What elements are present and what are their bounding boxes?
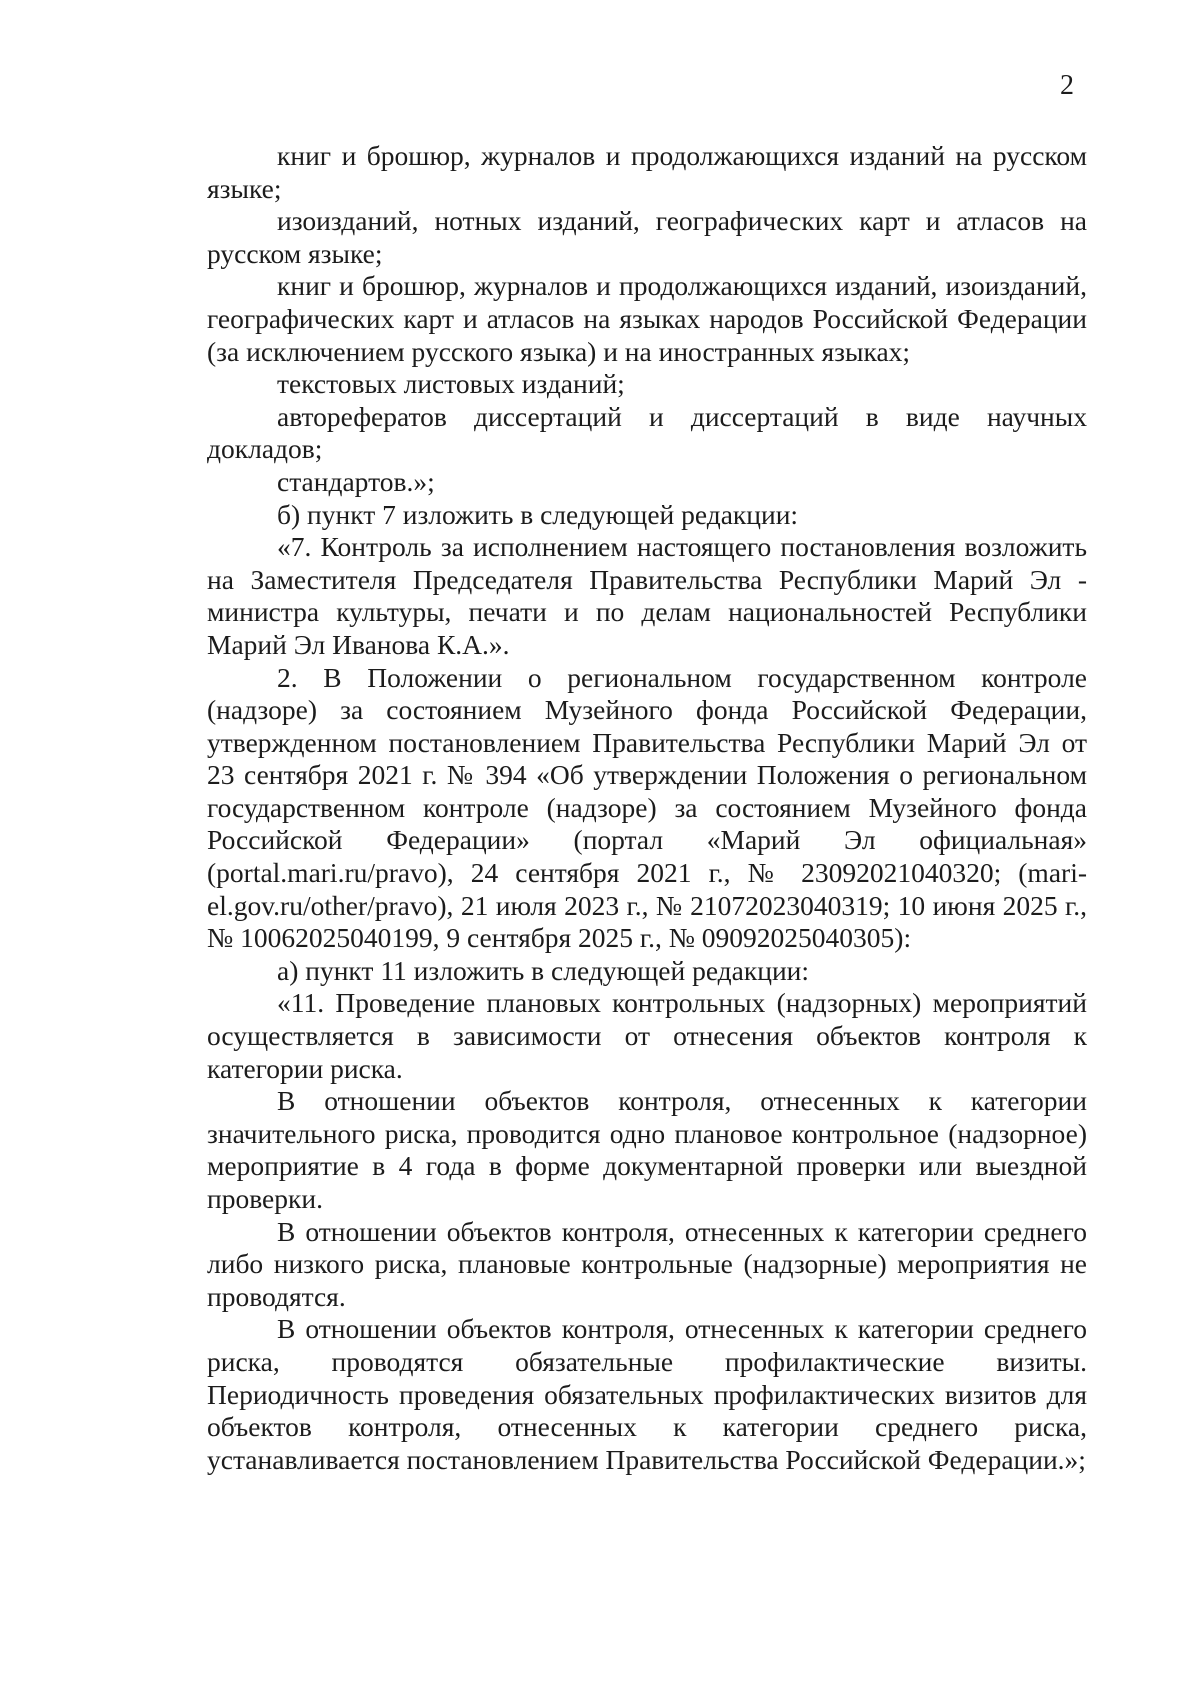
page-number: 2: [1060, 70, 1074, 101]
paragraph: «7. Контроль за исполнением настоящего постановления возложить на Заместителя Председателя Правительства Республики Марий Эл - министра культуры, печати и по делам национальностей Республики Марий Эл Иванова К.А.».: [207, 531, 1087, 660]
paragraph: стандартов.»;: [277, 465, 435, 497]
paragraph: В отношении объектов контроля, отнесенных к категории среднего либо низкого риска, плановые контрольные (надзорные) мероприятия не проводятся.: [207, 1215, 1087, 1312]
paragraph: текстовых листовых изданий;: [277, 368, 625, 400]
paragraph: «11. Проведение плановых контрольных (надзорных) мероприятий осуществляется в зависимости от отнесения объектов контроля к категории риска.: [207, 987, 1087, 1084]
paragraph: книг и брошюр, журналов и продолжающихся изданий, изоизданий, географических карт и атласов на языках народов Российской Федерации (за исключением русского языка) и на иностранных языках;: [207, 270, 1087, 367]
paragraph: книг и брошюр, журналов и продолжающихся изданий на русском языке;: [207, 140, 1087, 204]
paragraph: а) пункт 11 изложить в следующей редакции:: [277, 954, 810, 986]
paragraph: В отношении объектов контроля, отнесенных к категории среднего риска, проводятся обязательные профилактические визиты. Периодичность проведения обязательных профилактических визитов для объектов контроля, отнесенных к категории среднего риска, устанавливается постановлением Правительства Российской Федерации.»;: [207, 1313, 1087, 1475]
paragraph: изоизданий, нотных изданий, географических карт и атласов на русском языке;: [207, 205, 1087, 269]
paragraph: 2. В Положении о региональном государственном контроле (надзоре) за состоянием Музейного фонда Российской Федерации, утвержденном постановлением Правительства Республики Марий Эл от 23 сентября 2021 г. № 394 «Об утверждении Положения о региональном государственном контроле (надзоре) за состоянием Музейного фонда Российской Федерации» (портал «Марий Эл официальная» (portal.mari.ru/pravo), 24 сентября 2021 г., № 23092021040320; (mari-el.gov.ru/other/pravo), 21 июля 2023 г., № 21072023040319; 10 июня 2025 г., № 10062025040199, 9 сентября 2025 г., № 09092025040305):: [207, 661, 1087, 954]
paragraph: В отношении объектов контроля, отнесенных к категории значительного риска, проводится одно плановое контрольное (надзорное) мероприятие в 4 года в форме документарной проверки или выездной проверки.: [207, 1085, 1087, 1214]
document-body: [207, 140, 1087, 1476]
paragraph: авторефератов диссертаций и диссертаций в виде научных докладов;: [207, 400, 1087, 465]
paragraph: б) пункт 7 изложить в следующей редакции:: [277, 498, 799, 530]
